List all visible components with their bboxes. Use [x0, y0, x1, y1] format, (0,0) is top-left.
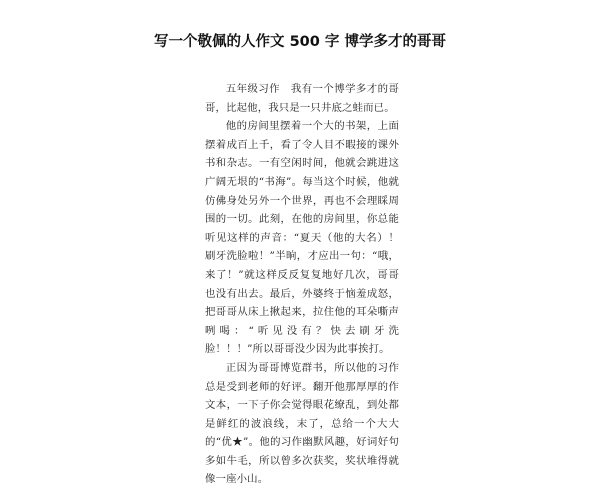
document-body: [205, 80, 399, 489]
document-title: 写一个敬佩的人作文 500 字 博学多才的哥哥: [154, 34, 446, 50]
paragraph-3: 正因为哥哥博览群书，所以他的习作总是受到老师的好评。翻开他那厚厚的作文本，一下子你会觉得眼花缭乱，到处都是鲜红的波浪线，末了，总给一个大大的“优★”。他的习作幽默风趣，好词好句多如牛毛，所以曾多次获奖，奖状堆得就像一座小山。: [205, 361, 399, 486]
paragraph-1: 五年级习作 我有一个博学多才的哥哥，比起他，我只是一只井底之蛙而已。: [205, 83, 399, 114]
paragraph-2: 他的房间里摆着一个大的书架，上面摆着成百上千，看了令人目不暇接的课外书和杂志。一有空闲时间，他就会跳进这广阔无垠的“书海”。每当这个时候，他就仿佛身处另外一个世界，再也不会理睬周围的一切。此刻，在他的房间里，你总能听见这样的声音：“夏天（他的大名）！刷牙洗脸啦！”半晌，才应出一句：“哦，来了！”就这样反反复复地好几次，哥哥也没有出去。最后，外婆终于恼羞成怒，把哥哥从床上揪起来，拉住他的耳朵嘶声咧喝：“听见没有？快去刷牙洗脸！！！”所以哥哥没少因为此事挨打。: [205, 120, 399, 356]
